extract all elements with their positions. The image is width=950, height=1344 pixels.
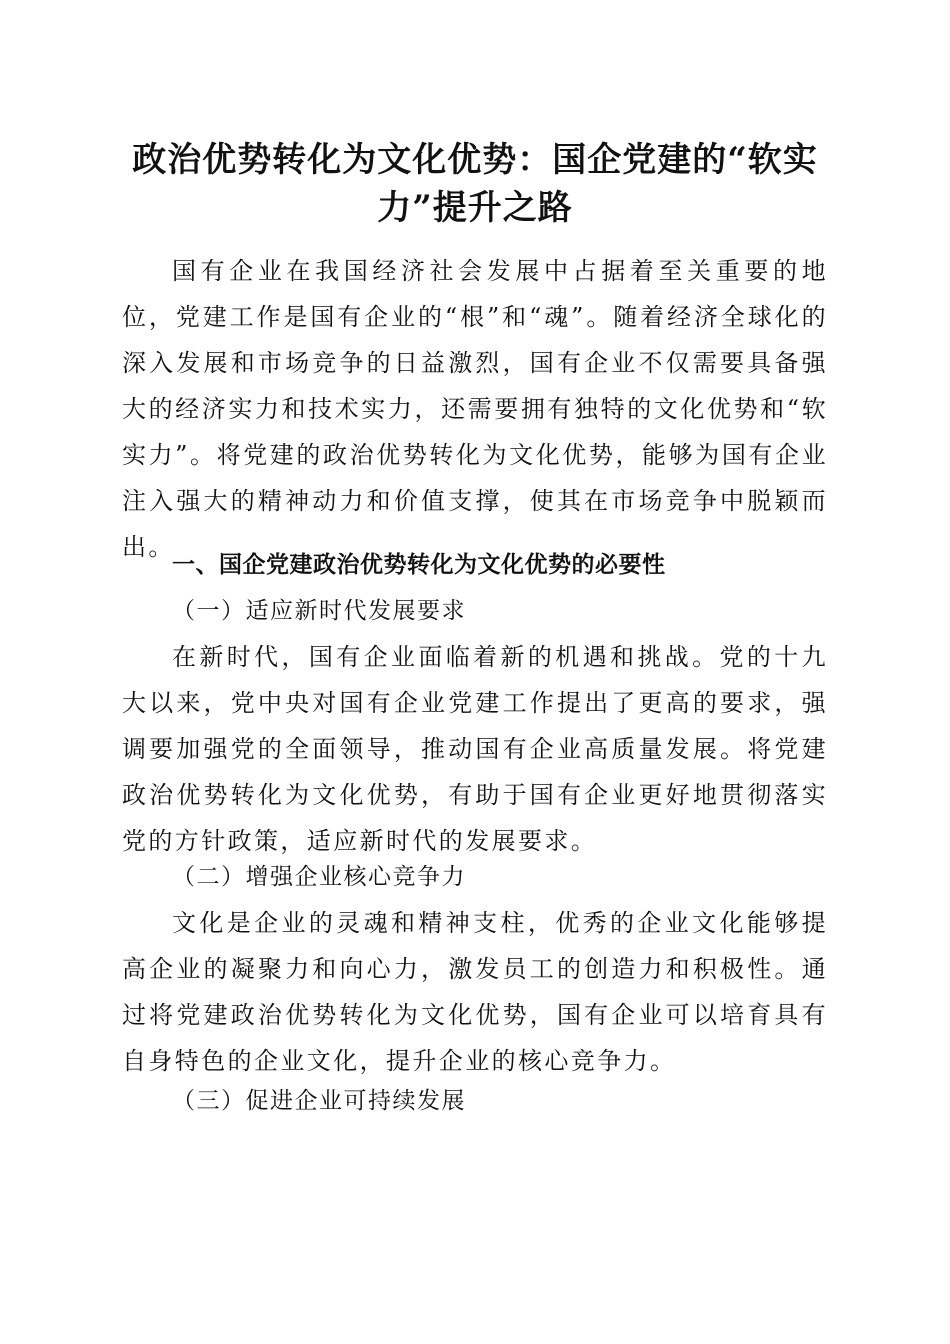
intro-paragraph: 国有企业在我国经济社会发展中占据着至关重要的地位，党建工作是国有企业的“根”和“魂”。随着经济全球化的深入发展和市场竞争的日益激烈，国有企业不仅需要具备强大的经济实力和技术实力，还需要拥有独特的文化优势和“软实力”。将党建的政治优势转化为文化优势，能够为国有企业注入强大的精神动力和价值支撑，使其在市场竞争中脱颖而出。 bbox=[122, 257, 828, 561]
subsection-heading: （二）增强企业核心竞争力 bbox=[172, 864, 466, 890]
body-paragraph: 文化是企业的灵魂和精神支柱，优秀的企业文化能够提高企业的凝聚力和向心力，激发员工的创造力和积极性。通过将党建政治优势转化为文化优势，国有企业可以培育具有自身特色的企业文化，提升企业的核心竞争力。 bbox=[122, 909, 828, 1075]
section-heading: 一、国企党建政治优势转化为文化优势的必要性 bbox=[172, 552, 666, 578]
document-title: 政治优势转化为文化优势：国企党建的“软实力”提升之路 bbox=[132, 140, 818, 228]
body-paragraph: 在新时代，国有企业面临着新的机遇和挑战。党的十九大以来，党中央对国有企业党建工作提出了更高的要求，强调要加强党的全面领导，推动国有企业高质量发展。将党建政治优势转化为文化优势，有助于国有企业更好地贯彻落实党的方针政策，适应新时代的发展要求。 bbox=[122, 643, 828, 855]
subsection-heading: （一）适应新时代发展要求 bbox=[172, 598, 466, 624]
subsection-heading: （三）促进企业可持续发展 bbox=[172, 1088, 466, 1114]
